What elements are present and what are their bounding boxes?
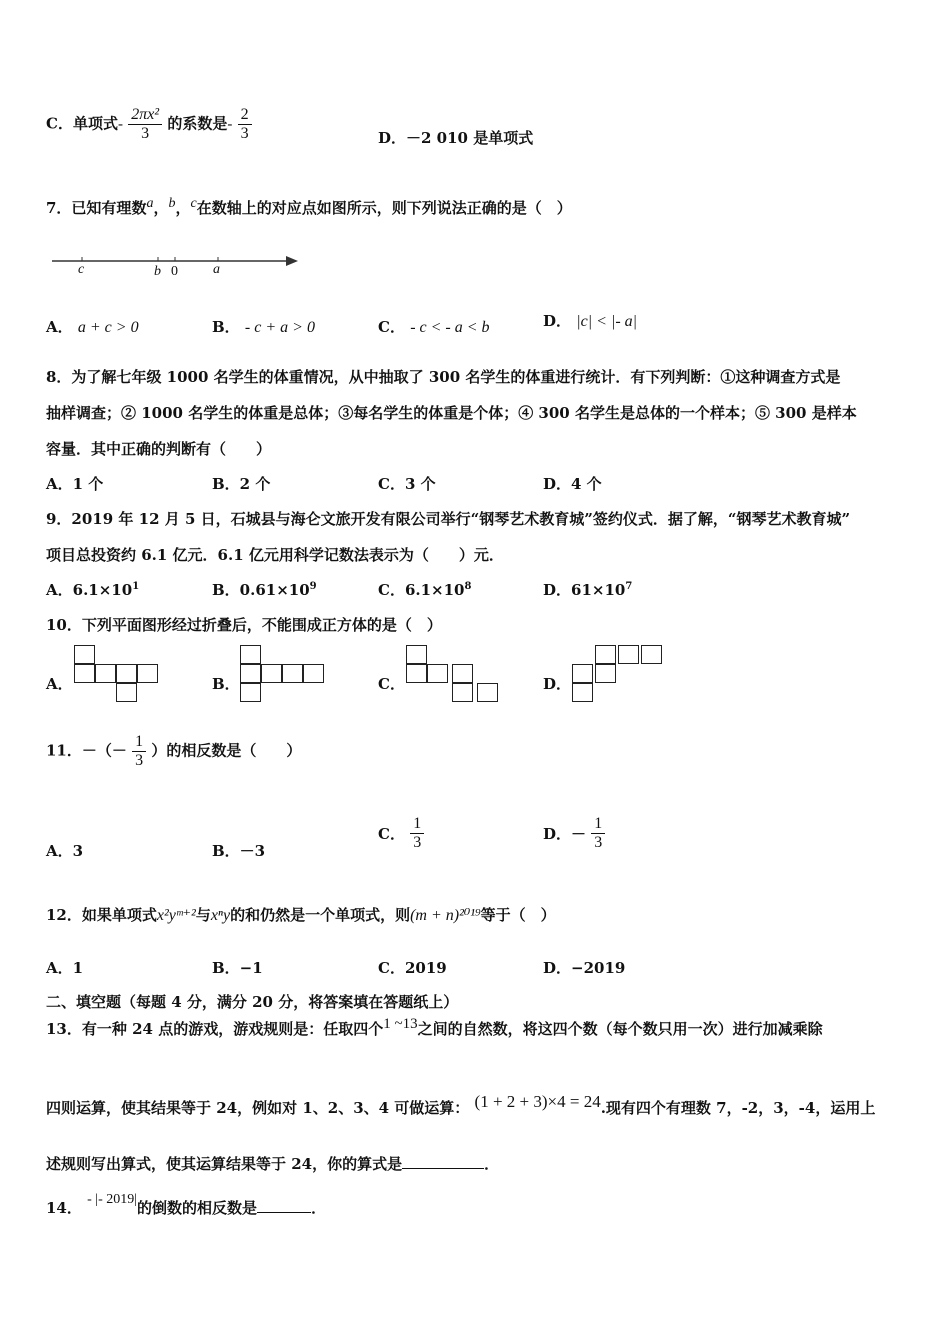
q13-answer-blank[interactable]: [402, 1168, 484, 1169]
q13-line1: [46, 1016, 823, 1039]
net-c-cell: [427, 664, 448, 683]
q12-stem: [46, 904, 556, 925]
q8-line1: 8．为了解七年级 1000 名学生的体重情况，从中抽取了 300 名学生的体重进行统计．有下列判断：①这种调查方式是: [46, 368, 841, 386]
q12-suffix: 等于（ ）: [480, 906, 556, 924]
axis-label-c: c: [78, 262, 85, 277]
q13-line2: [46, 1092, 875, 1118]
net-c-cell: [452, 683, 473, 702]
q9-opta-base: A．6.1×10: [46, 581, 133, 599]
q9-option-a: [46, 579, 139, 600]
q9-optd-exp: 7: [625, 581, 633, 592]
q8-line3: 容量．其中正确的判断有（ ）: [46, 440, 272, 458]
q13-line3-text: 述规则写出算式，使其运算结果等于 24，你的算式是: [46, 1155, 403, 1173]
net-c-cell: [406, 664, 427, 683]
q9-option-d: [543, 579, 632, 600]
q8-option-a: A．1 个: [46, 475, 104, 493]
q9-optb-base: B．0.61×10: [212, 581, 310, 599]
q7-option-a: [46, 316, 139, 337]
net-c-cell: [452, 664, 473, 683]
q14-expr: - |- 2019|: [87, 1192, 138, 1207]
q14-end: ．: [311, 1199, 327, 1217]
q8-option-b: B．2 个: [212, 475, 271, 493]
net-b-cell: [282, 664, 303, 683]
net-d-cell: [572, 683, 593, 702]
number-line-arrow: [286, 256, 298, 266]
net-a-cell: [116, 664, 137, 683]
q7-option-b: [212, 316, 315, 337]
net-d-cell: [572, 664, 593, 683]
q13-line3-end: ．: [484, 1155, 500, 1173]
q11-den: 3: [135, 752, 144, 769]
q14-stem: [46, 1189, 326, 1218]
q8-line2: 抽样调查；② 1000 名学生的体重是总体；③每名学生的体重是个体；④ 300 名学生是总体的一个样本；⑤ 300 是样本: [46, 404, 857, 422]
net-d-cell: [595, 645, 616, 664]
net-c-cell: [477, 683, 498, 702]
net-a-cell: [137, 664, 158, 683]
q6-optc-fraction: [128, 106, 162, 143]
q13-range: 1 ~13: [383, 1016, 418, 1032]
q7-comma1: ，: [153, 199, 169, 217]
q14-answer-blank[interactable]: [257, 1212, 311, 1213]
q12-mid1: 与: [195, 906, 211, 924]
q7-prefix: 7．已知有理数: [46, 199, 147, 217]
net-c-cell: [406, 645, 427, 664]
q12-mid2: 的和仍然是一个单项式，则: [230, 906, 411, 924]
q11-optc-fraction: [410, 815, 424, 852]
axis-label-b: b: [154, 264, 161, 279]
q7-optd-letter: D．: [543, 312, 572, 330]
q6-optc-minus: -: [117, 116, 123, 133]
q11-optc-letter: C．: [378, 825, 405, 843]
q11-num: 1: [132, 733, 146, 752]
q7-optc-letter: C．: [378, 318, 405, 336]
q11-optd-den: 3: [594, 834, 603, 851]
q6-optc-fraction2: [238, 106, 252, 143]
q6-option-d: D．－2 010 是单项式: [378, 129, 534, 147]
q13-line2b: .现有四个有理数 7，-2，3，-4，运用上: [600, 1099, 876, 1117]
q8-option-c: C．3 个: [378, 475, 436, 493]
net-b-cell: [303, 664, 324, 683]
q11-option-d: [543, 815, 605, 852]
q6-optc-den2: 3: [240, 125, 249, 142]
q12-mono1: x²yᵐ⁺²: [156, 907, 196, 924]
q7-var-c: c: [190, 196, 197, 211]
q6-optc-mid: 的系数是: [167, 114, 228, 133]
net-a-cell: [74, 664, 95, 683]
q8-option-d: D．4 个: [543, 475, 602, 493]
q7-var-b: b: [168, 196, 176, 211]
q14-prefix: 14．: [46, 1199, 82, 1217]
q11-optd-letter: D．－: [543, 825, 587, 843]
q11-optd-num: 1: [591, 815, 605, 834]
q7-option-d: [543, 310, 637, 331]
q7-opta-letter: A．: [46, 318, 73, 336]
q7-comma2: ，: [175, 199, 191, 217]
q13-prefix: 13．有一种 24 点的游戏，游戏规则是：任取四个: [46, 1020, 384, 1038]
net-d-cell: [618, 645, 639, 664]
net-b-cell: [240, 683, 261, 702]
net-b-cell: [240, 664, 261, 683]
q10-stem: 10．下列平面图形经过折叠后，不能围成正方体的是（ ）: [46, 616, 442, 634]
q10-option-d-label: D．: [543, 675, 572, 693]
q11-optc-num: 1: [410, 815, 424, 834]
q9-line1: 9．2019 年 12 月 5 日，石城县与海仑文旅开发有限公司举行“钢琴艺术教育城”签约仪式．据了解，“钢琴艺术教育城”: [46, 510, 851, 528]
q9-optd-base: D．61×10: [543, 581, 626, 599]
q7-stem: [46, 196, 572, 218]
q9-line2: 项目总投资约 6.1 亿元．6.1 亿元用科学记数法表示为（ ）元．: [46, 546, 504, 564]
q7-option-c: [378, 316, 490, 337]
q11-prefix: 11．－（－: [46, 741, 127, 760]
net-b-cell: [261, 664, 282, 683]
q11-suffix: ）的相反数是（ ）: [151, 741, 302, 760]
q9-option-c: [378, 579, 471, 600]
q9-option-b: [212, 579, 317, 600]
q6-optc-minus2: -: [227, 116, 233, 133]
q11-option-b: B．－3: [212, 842, 266, 860]
q9-optb-exp: 9: [309, 581, 317, 592]
q7-optd-expr: |c| < |- a|: [576, 313, 638, 330]
q7-optb-expr: - c + a > 0: [244, 319, 315, 336]
q11-optd-fraction: [591, 815, 605, 852]
q12-prefix: 12．如果单项式: [46, 906, 157, 924]
q13-line3: [46, 1153, 499, 1174]
q7-opta-expr: a + c > 0: [77, 319, 139, 336]
q12-option-a: A．1: [46, 959, 84, 977]
q11-option-c: [378, 815, 424, 852]
q12-mono2: xⁿy: [210, 907, 231, 924]
net-a-cell: [95, 664, 116, 683]
q13-line2a: 四则运算，使其结果等于 24，例如对 1、2、3、4 可做运算：: [46, 1099, 470, 1117]
net-a-cell: [74, 645, 95, 664]
q13-suffix1: 之间的自然数，将这四个数（每个数只用一次）进行加减乘除: [417, 1020, 823, 1038]
section-2-heading: 二、填空题（每题 4 分，满分 20 分，将答案填在答题纸上）: [46, 993, 459, 1011]
q7-optb-letter: B．: [212, 318, 240, 336]
q14-suffix: 的倒数的相反数是: [137, 1199, 258, 1217]
q6-optc-label: C．单项式: [46, 114, 118, 133]
q6-option-c: [46, 106, 252, 143]
net-d-cell: [595, 664, 616, 683]
q12-option-c: C．2019: [378, 959, 447, 977]
q9-optc-base: C．6.1×10: [378, 581, 465, 599]
net-d-cell: [641, 645, 662, 664]
q11-option-a: A．3: [46, 842, 84, 860]
q12-option-b: B．−1: [212, 959, 263, 977]
q12-power: (m + n)²⁰¹⁹: [410, 907, 481, 924]
q6-optc-num2: 2: [238, 106, 252, 125]
q11-optc-den: 3: [413, 834, 422, 851]
q10-option-c-label: C．: [378, 675, 405, 693]
q10-option-b-label: B．: [212, 675, 240, 693]
q13-example: (1 + 2 + 3)×4 = 24: [474, 1092, 601, 1111]
net-b-cell: [240, 645, 261, 664]
q7-suffix: 在数轴上的对应点如图所示，则下列说法正确的是（ ）: [196, 199, 572, 217]
q7-var-a: a: [146, 196, 154, 211]
q11-fraction: [132, 733, 146, 770]
q12-option-d: D．−2019: [543, 959, 626, 977]
q6-optc-num: 2πx²: [128, 106, 162, 125]
q7-optc-expr: - c < - a < b: [410, 319, 490, 336]
q11-stem: [46, 733, 301, 770]
q10-option-a-label: A．: [46, 675, 73, 693]
q6-optc-den: 3: [141, 125, 150, 142]
axis-label-0: 0: [171, 264, 178, 279]
net-a-cell: [116, 683, 137, 702]
q9-optc-exp: 8: [464, 581, 472, 592]
axis-label-a: a: [213, 262, 220, 277]
q9-opta-exp: 1: [132, 581, 140, 592]
